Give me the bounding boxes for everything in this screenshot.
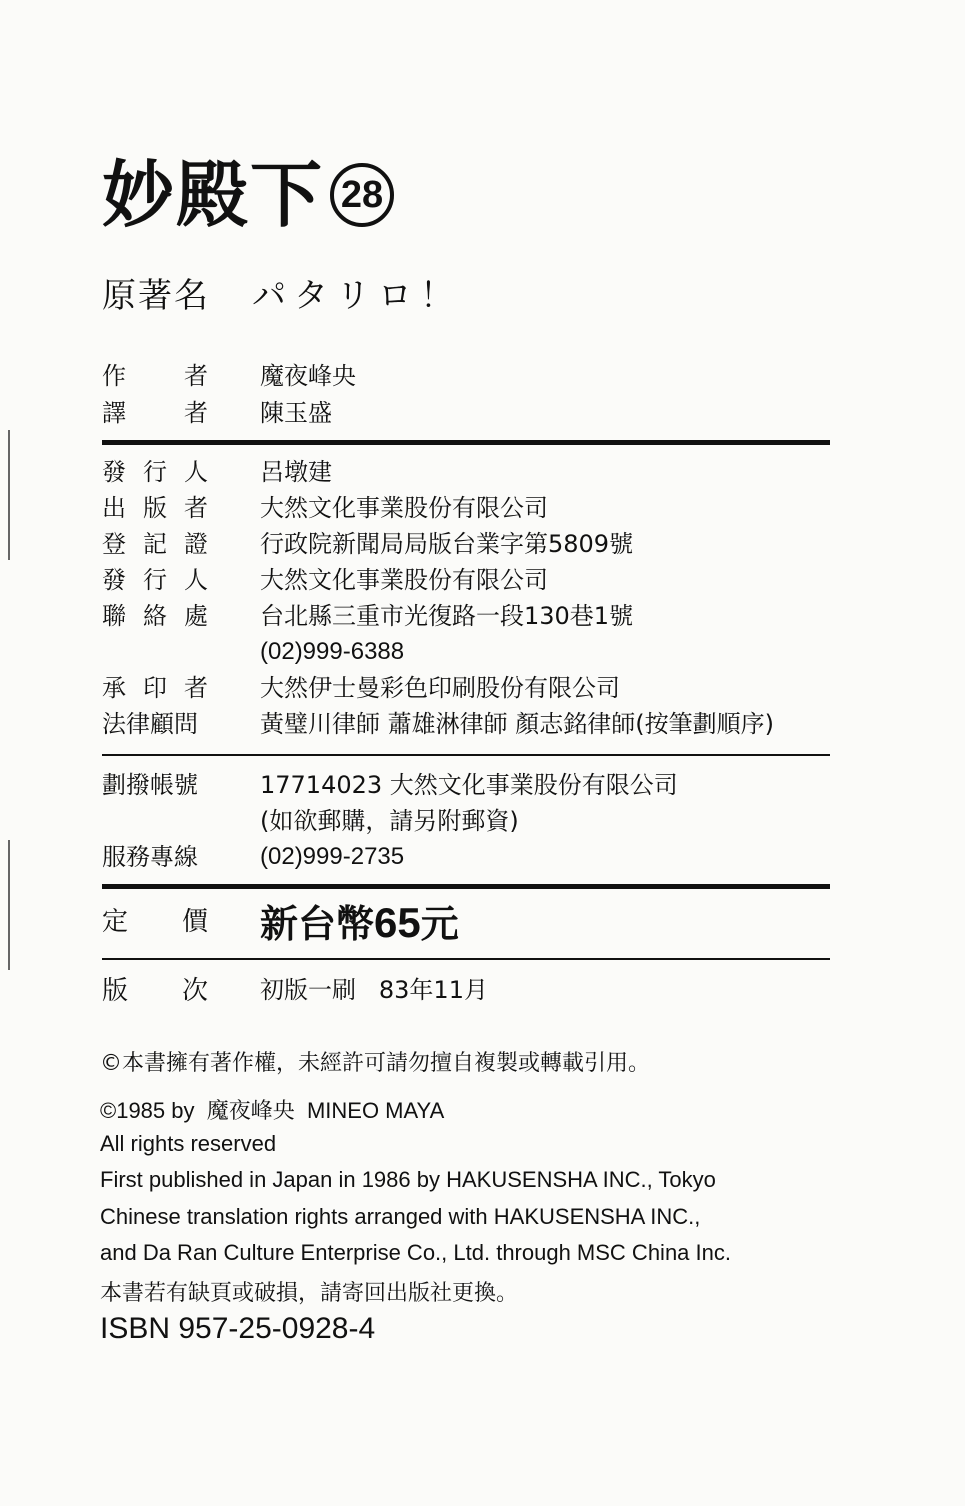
replacement-notice: 本書若有缺頁或破損，請寄回出版社更換。 [100,1281,519,1306]
scan-mark [8,840,10,970]
account-label [102,807,260,836]
price-value: 新台幣65元 [260,898,459,946]
edition-row [102,976,488,1007]
original-title: パタリロ！ [252,276,462,316]
publishing-label: 發 行 人 [102,458,208,486]
edition-value: 初版一刷 83年11月 [260,976,488,1004]
publishing-row [102,494,548,523]
rights-line: All rights reserved [100,1131,277,1156]
edition-label: 版 次 [102,976,208,1006]
publishing-row [102,458,332,487]
publishing-row [102,566,548,595]
account-row [102,771,678,800]
original-title-row [102,268,462,317]
account-value: (02)999-2735 [260,843,405,870]
account-label: 服務專線 [102,843,198,871]
publishing-value: 大然伊士曼彩色印刷股份有限公司 [260,674,620,702]
volume-badge: 28 [330,163,394,227]
copyright-line: ©1985 by 魔夜峰央 MINEO MAYA [100,1098,445,1123]
credit-row-author [102,362,356,391]
publishing-label: 登 記 證 [102,530,208,558]
credit-value: 陳玉盛 [260,399,332,427]
divider-thick [102,440,830,445]
book-title: 妙殿下 [102,153,325,237]
publishing-row [102,602,633,631]
publishing-row [102,530,633,559]
account-value: 17714023 大然文化事業股份有限公司 [260,771,678,799]
divider-thick [102,884,830,889]
credit-value: 魔夜峰央 [260,362,356,390]
publishing-phone: (02)999-6388 [260,638,405,665]
title-block [102,150,394,240]
price-label: 定 價 [102,907,208,938]
publishing-value: 大然文化事業股份有限公司 [260,566,548,594]
account-label: 劃撥帳號 [102,771,198,799]
account-row [102,843,404,872]
credit-label: 譯 者 [102,399,208,427]
divider-thin [102,958,830,960]
first-published-line: First published in Japan in 1986 by HAKUSENSHA INC., Tokyo [100,1167,716,1192]
publishing-label [102,638,260,667]
publishing-value: 大然文化事業股份有限公司 [260,494,548,522]
publishing-value: 行政院新聞局局版台業字第5809號 [260,530,634,558]
isbn: ISBN 957-25-0928-4 [100,1312,376,1345]
copyright-notice: ©本書擁有著作權，未經許可請勿擅自複製或轉載引用。 [100,1051,651,1076]
publishing-label: 發 行 人 [102,566,208,594]
publishing-label: 聯 絡 處 [102,602,208,630]
account-value: (如欲郵購，請另附郵資) [260,807,519,835]
original-title-label: 原著名 [102,276,210,316]
divider-thin [102,754,830,756]
publishing-value: 呂墩建 [260,458,332,486]
account-row [102,807,519,836]
scan-mark [8,430,10,560]
publishing-value: 黃璧川律師 蕭雄淋律師 顏志銘律師(按筆劃順序) [260,710,774,738]
publishing-label: 承 印 者 [102,674,208,702]
credit-label: 作 者 [102,362,208,390]
publishing-row [102,674,620,703]
translation-rights-line: and Da Ran Culture Enterprise Co., Ltd. through MSC China Inc. [100,1240,731,1265]
price-row [102,898,459,948]
credit-row-translator [102,399,332,428]
publishing-label: 法律顧問 [102,710,198,738]
publishing-row [102,638,404,667]
publishing-value: 台北縣三重市光復路一段130巷1號 [260,602,634,630]
publishing-row [102,710,774,739]
publishing-label: 出 版 者 [102,494,208,522]
translation-rights-line: Chinese translation rights arranged with HAKUSENSHA INC., [100,1204,701,1229]
